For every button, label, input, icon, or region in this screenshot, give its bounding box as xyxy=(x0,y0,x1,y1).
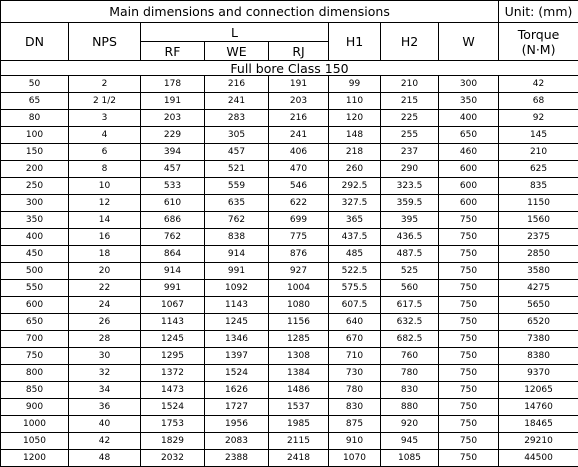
table-cell: 1067 xyxy=(141,297,205,314)
table-row xyxy=(1,195,578,212)
table-cell: 762 xyxy=(141,229,205,246)
table-cell: 20 xyxy=(69,263,141,280)
table-cell: 1829 xyxy=(141,433,205,450)
table-cell: 1070 xyxy=(329,450,381,467)
table-cell: 300 xyxy=(439,76,499,93)
table-cell: 50 xyxy=(1,76,69,93)
table-cell: 210 xyxy=(499,144,578,161)
table-cell: 18 xyxy=(69,246,141,263)
table-cell: 1143 xyxy=(205,297,269,314)
table-cell: 686 xyxy=(141,212,205,229)
table-cell: 625 xyxy=(499,161,578,178)
table-cell: 864 xyxy=(141,246,205,263)
table-cell: 215 xyxy=(381,93,439,110)
table-cell: 1486 xyxy=(269,382,329,399)
table-cell: 750 xyxy=(439,450,499,467)
table-cell: 406 xyxy=(269,144,329,161)
table-cell: 203 xyxy=(141,110,205,127)
table-cell: 600 xyxy=(1,297,69,314)
table-cell: 1004 xyxy=(269,280,329,297)
table-cell: 14760 xyxy=(499,399,578,416)
table-cell: 2850 xyxy=(499,246,578,263)
table-cell: 145 xyxy=(499,127,578,144)
table-cell: 7380 xyxy=(499,331,578,348)
table-cell: 830 xyxy=(329,399,381,416)
table-cell: 1384 xyxy=(269,365,329,382)
table-cell: 914 xyxy=(205,246,269,263)
table-row xyxy=(1,348,578,365)
table-cell: 16 xyxy=(69,229,141,246)
table-cell: 1346 xyxy=(205,331,269,348)
table-cell: 835 xyxy=(499,178,578,195)
table-cell: 750 xyxy=(439,212,499,229)
table-cell: 750 xyxy=(439,280,499,297)
torque-label: Torque xyxy=(518,27,560,42)
table-cell: 255 xyxy=(381,127,439,144)
table-cell: 2083 xyxy=(205,433,269,450)
table-row xyxy=(1,144,578,161)
table-cell: 522.5 xyxy=(329,263,381,280)
table-cell: 1245 xyxy=(141,331,205,348)
table-row xyxy=(1,399,578,416)
table-row xyxy=(1,314,578,331)
table-cell: 800 xyxy=(1,365,69,382)
table-cell: 460 xyxy=(439,144,499,161)
table-cell: 30 xyxy=(69,348,141,365)
table-cell: 914 xyxy=(141,263,205,280)
table-cell: 525 xyxy=(381,263,439,280)
table-cell: 1626 xyxy=(205,382,269,399)
table-cell: 203 xyxy=(269,93,329,110)
table-cell: 237 xyxy=(381,144,439,161)
table-cell: 350 xyxy=(439,93,499,110)
table-cell: 750 xyxy=(439,314,499,331)
table-cell: 34 xyxy=(69,382,141,399)
table-cell: 485 xyxy=(329,246,381,263)
table-cell: 2418 xyxy=(269,450,329,467)
table-cell: 1537 xyxy=(269,399,329,416)
table-cell: 32 xyxy=(69,365,141,382)
table-cell: 1150 xyxy=(499,195,578,212)
table-cell: 305 xyxy=(205,127,269,144)
table-cell: 457 xyxy=(141,161,205,178)
table-cell: 600 xyxy=(439,178,499,195)
table-cell: 1092 xyxy=(205,280,269,297)
table-row xyxy=(1,263,578,280)
table-cell: 1143 xyxy=(141,314,205,331)
table-cell: 575.5 xyxy=(329,280,381,297)
table-cell: 600 xyxy=(439,161,499,178)
table-row xyxy=(1,93,578,110)
table-row xyxy=(1,246,578,263)
table-cell: 640 xyxy=(329,314,381,331)
table-cell: 260 xyxy=(329,161,381,178)
table-cell: 875 xyxy=(329,416,381,433)
col-header-l: L xyxy=(141,23,329,42)
table-row xyxy=(1,297,578,314)
table-cell: 2115 xyxy=(269,433,329,450)
table-cell: 436.5 xyxy=(381,229,439,246)
table-cell: 225 xyxy=(381,110,439,127)
table-cell: 500 xyxy=(1,263,69,280)
table-cell: 1308 xyxy=(269,348,329,365)
table-row xyxy=(1,127,578,144)
table-cell: 400 xyxy=(439,110,499,127)
table-cell: 216 xyxy=(205,76,269,93)
table-cell: 241 xyxy=(205,93,269,110)
table-cell: 920 xyxy=(381,416,439,433)
table-cell: 617.5 xyxy=(381,297,439,314)
table-cell: 323.5 xyxy=(381,178,439,195)
table-cell: 191 xyxy=(141,93,205,110)
table-cell: 365 xyxy=(329,212,381,229)
table-cell: 68 xyxy=(499,93,578,110)
table-cell: 760 xyxy=(381,348,439,365)
table-cell: 400 xyxy=(1,229,69,246)
table-cell: 28 xyxy=(69,331,141,348)
table-cell: 40 xyxy=(69,416,141,433)
table-row xyxy=(1,433,578,450)
table-cell: 292.5 xyxy=(329,178,381,195)
table-row xyxy=(1,161,578,178)
table-cell: 2 1/2 xyxy=(69,93,141,110)
col-header-we: WE xyxy=(205,42,269,61)
table-cell: 457 xyxy=(205,144,269,161)
table-cell: 26 xyxy=(69,314,141,331)
table-cell: 1295 xyxy=(141,348,205,365)
table-cell: 750 xyxy=(439,297,499,314)
table-cell: 12 xyxy=(69,195,141,212)
table-cell: 775 xyxy=(269,229,329,246)
table-cell: 632.5 xyxy=(381,314,439,331)
table-cell: 610 xyxy=(141,195,205,212)
table-row xyxy=(1,280,578,297)
table-cell: 670 xyxy=(329,331,381,348)
table-cell: 1200 xyxy=(1,450,69,467)
table-cell: 700 xyxy=(1,331,69,348)
table-cell: 100 xyxy=(1,127,69,144)
col-header-h2: H2 xyxy=(381,23,439,61)
table-cell: 327.5 xyxy=(329,195,381,212)
table-cell: 780 xyxy=(381,365,439,382)
table-cell: 110 xyxy=(329,93,381,110)
table-cell: 560 xyxy=(381,280,439,297)
table-cell: 900 xyxy=(1,399,69,416)
table-cell: 48 xyxy=(69,450,141,467)
table-cell: 10 xyxy=(69,178,141,195)
table-cell: 3580 xyxy=(499,263,578,280)
table-cell: 6 xyxy=(69,144,141,161)
table-cell: 22 xyxy=(69,280,141,297)
table-cell: 1524 xyxy=(141,399,205,416)
table-cell: 12065 xyxy=(499,382,578,399)
table-cell: 14 xyxy=(69,212,141,229)
table-cell: 44500 xyxy=(499,450,578,467)
table-cell: 750 xyxy=(1,348,69,365)
table-cell: 283 xyxy=(205,110,269,127)
table-cell: 395 xyxy=(381,212,439,229)
torque-unit: (N·M) xyxy=(522,42,556,57)
table-cell: 750 xyxy=(439,246,499,263)
table-cell: 850 xyxy=(1,382,69,399)
table-cell: 1397 xyxy=(205,348,269,365)
table-row xyxy=(1,76,578,93)
table-cell: 150 xyxy=(1,144,69,161)
col-header-torque xyxy=(499,23,578,61)
table-cell: 945 xyxy=(381,433,439,450)
table-cell: 99 xyxy=(329,76,381,93)
table-cell: 876 xyxy=(269,246,329,263)
table-cell: 42 xyxy=(69,433,141,450)
col-header-h1: H1 xyxy=(329,23,381,61)
table-cell: 750 xyxy=(439,229,499,246)
table-cell: 36 xyxy=(69,399,141,416)
table-cell: 991 xyxy=(205,263,269,280)
table-cell: 1956 xyxy=(205,416,269,433)
table-cell: 750 xyxy=(439,416,499,433)
table-cell: 830 xyxy=(381,382,439,399)
table-cell: 290 xyxy=(381,161,439,178)
table-cell: 600 xyxy=(439,195,499,212)
table-cell: 241 xyxy=(269,127,329,144)
table-cell: 607.5 xyxy=(329,297,381,314)
table-cell: 1245 xyxy=(205,314,269,331)
table-cell: 92 xyxy=(499,110,578,127)
table-cell: 350 xyxy=(1,212,69,229)
table-cell: 1156 xyxy=(269,314,329,331)
table-cell: 470 xyxy=(269,161,329,178)
table-cell: 8380 xyxy=(499,348,578,365)
table-cell: 682.5 xyxy=(381,331,439,348)
table-cell: 1985 xyxy=(269,416,329,433)
table-cell: 650 xyxy=(1,314,69,331)
table-row xyxy=(1,365,578,382)
table-cell: 533 xyxy=(141,178,205,195)
table-cell: 191 xyxy=(269,76,329,93)
table-cell: 450 xyxy=(1,246,69,263)
table-cell: 218 xyxy=(329,144,381,161)
table-cell: 1753 xyxy=(141,416,205,433)
table-cell: 1085 xyxy=(381,450,439,467)
table-cell: 762 xyxy=(205,212,269,229)
table-cell: 2388 xyxy=(205,450,269,467)
table-cell: 487.5 xyxy=(381,246,439,263)
table-cell: 8 xyxy=(69,161,141,178)
table-cell: 24 xyxy=(69,297,141,314)
table-cell: 200 xyxy=(1,161,69,178)
unit-label: Unit: (mm) xyxy=(499,1,578,23)
table-cell: 1727 xyxy=(205,399,269,416)
table-cell: 2032 xyxy=(141,450,205,467)
table-cell: 750 xyxy=(439,382,499,399)
table-cell: 359.5 xyxy=(381,195,439,212)
table-cell: 300 xyxy=(1,195,69,212)
table-cell: 437.5 xyxy=(329,229,381,246)
table-cell: 1285 xyxy=(269,331,329,348)
table-cell: 1560 xyxy=(499,212,578,229)
table-cell: 927 xyxy=(269,263,329,280)
table-cell: 910 xyxy=(329,433,381,450)
table-cell: 750 xyxy=(439,399,499,416)
table-cell: 546 xyxy=(269,178,329,195)
table-cell: 120 xyxy=(329,110,381,127)
table-cell: 730 xyxy=(329,365,381,382)
table-cell: 216 xyxy=(269,110,329,127)
table-cell: 1473 xyxy=(141,382,205,399)
table-cell: 29210 xyxy=(499,433,578,450)
table-title: Main dimensions and connection dimensions xyxy=(1,1,499,23)
table-row xyxy=(1,178,578,195)
table-cell: 521 xyxy=(205,161,269,178)
col-header-dn: DN xyxy=(1,23,69,61)
table-cell: 2 xyxy=(69,76,141,93)
table-cell: 559 xyxy=(205,178,269,195)
table-cell: 550 xyxy=(1,280,69,297)
table-cell: 622 xyxy=(269,195,329,212)
col-header-w: W xyxy=(439,23,499,61)
table-cell: 2375 xyxy=(499,229,578,246)
table-cell: 991 xyxy=(141,280,205,297)
table-cell: 750 xyxy=(439,365,499,382)
table-cell: 5650 xyxy=(499,297,578,314)
table-cell: 750 xyxy=(439,263,499,280)
table-cell: 880 xyxy=(381,399,439,416)
table-cell: 1000 xyxy=(1,416,69,433)
table-cell: 838 xyxy=(205,229,269,246)
table-cell: 750 xyxy=(439,433,499,450)
table-cell: 229 xyxy=(141,127,205,144)
col-header-nps: NPS xyxy=(69,23,141,61)
col-header-rf: RF xyxy=(141,42,205,61)
col-header-rj: RJ xyxy=(269,42,329,61)
table-cell: 650 xyxy=(439,127,499,144)
table-cell: 3 xyxy=(69,110,141,127)
table-cell: 1050 xyxy=(1,433,69,450)
table-cell: 710 xyxy=(329,348,381,365)
table-row xyxy=(1,212,578,229)
table-cell: 1372 xyxy=(141,365,205,382)
table-cell: 42 xyxy=(499,76,578,93)
table-row xyxy=(1,382,578,399)
table-cell: 1080 xyxy=(269,297,329,314)
table-cell: 4 xyxy=(69,127,141,144)
table-cell: 750 xyxy=(439,348,499,365)
table-cell: 394 xyxy=(141,144,205,161)
table-cell: 65 xyxy=(1,93,69,110)
table-cell: 635 xyxy=(205,195,269,212)
table-cell: 699 xyxy=(269,212,329,229)
table-cell: 1524 xyxy=(205,365,269,382)
table-cell: 9370 xyxy=(499,365,578,382)
table-cell: 80 xyxy=(1,110,69,127)
table-cell: 780 xyxy=(329,382,381,399)
table-cell: 18465 xyxy=(499,416,578,433)
table-cell: 178 xyxy=(141,76,205,93)
table-row xyxy=(1,110,578,127)
table-cell: 6520 xyxy=(499,314,578,331)
section-label: Full bore Class 150 xyxy=(1,61,578,76)
table-cell: 210 xyxy=(381,76,439,93)
table-cell: 148 xyxy=(329,127,381,144)
table-cell: 750 xyxy=(439,331,499,348)
table-row xyxy=(1,416,578,433)
table-cell: 4275 xyxy=(499,280,578,297)
table-row xyxy=(1,331,578,348)
table-row xyxy=(1,450,578,467)
table-cell: 250 xyxy=(1,178,69,195)
table-row xyxy=(1,229,578,246)
